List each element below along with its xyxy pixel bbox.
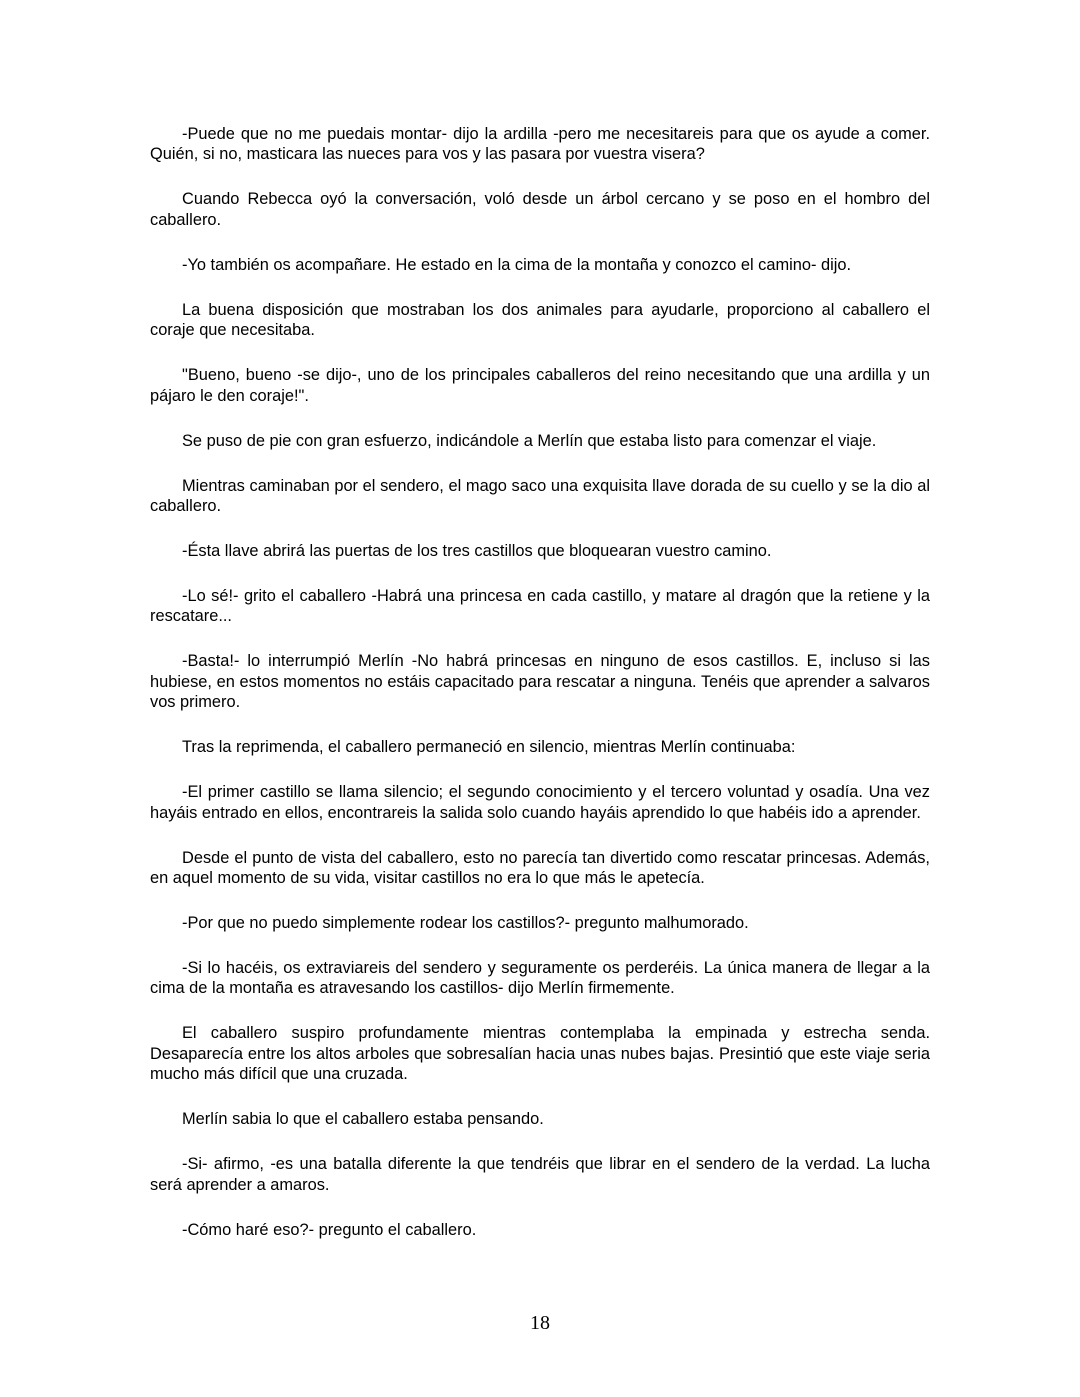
- paragraph: -Si lo hacéis, os extraviareis del sendero y seguramente os perderéis. La única manera de llegar a la cima de la montaña es atravesando los castillos- dijo Merlín firmemente.: [150, 959, 930, 998]
- paragraph: Cuando Rebecca oyó la conversación, voló desde un árbol cercano y se poso en el hombro del caballero.: [150, 190, 930, 229]
- paragraph: -Lo sé!- grito el caballero -Habrá una princesa en cada castillo, y matare al dragón que la retiene y la rescatare...: [150, 587, 930, 626]
- paragraph: -Cómo haré eso?- pregunto el caballero.: [182, 1220, 477, 1239]
- paragraph: Desde el punto de vista del caballero, esto no parecía tan divertido como rescatar princesas. Además, en aquel momento de su vida, visitar castillos no era lo que más le apetecía.: [150, 848, 930, 888]
- paragraph: La buena disposición que mostraban los dos animales para ayudarle, proporciono al caballero el coraje que necesitaba.: [150, 300, 930, 340]
- paragraph: -Puede que no me puedais montar- dijo la ardilla -pero me necesitareis para que os ayude a comer. Quién, si no, masticara las nueces para vos y las pasara por vuestra visera?: [150, 125, 930, 164]
- page-number: 18: [530, 1312, 550, 1334]
- paragraph: El caballero suspiro profundamente mientras contemplaba la empinada y estrecha senda. Desaparecía entre los altos arboles que sobresalían hacia unas nubes bajas. Presintió que este viaje seria mucho más difícil que una cruzada.: [150, 1024, 930, 1084]
- paragraph: -Si- afirmo, -es una batalla diferente la que tendréis que librar en el sendero de la verdad. La lucha será aprender a amaros.: [150, 1155, 930, 1194]
- paragraph: Merlín sabia lo que el caballero estaba pensando.: [182, 1110, 544, 1129]
- paragraph: "Bueno, bueno -se dijo-, uno de los principales caballeros del reino necesitando que una ardilla y un pájaro le den coraje!".: [150, 366, 930, 405]
- paragraph: -Por que no puedo simplemente rodear los castillos?- pregunto malhumorado.: [182, 914, 749, 933]
- paragraph: Se puso de pie con gran esfuerzo, indicándole a Merlín que estaba listo para comenzar el viaje.: [182, 431, 877, 450]
- paragraph: -Basta!- lo interrumpió Merlín -No habrá princesas en ninguno de esos castillos. E, incluso si las hubiese, en estos momentos no estáis capacitado para rescatar a ninguna. Tenéis que aprender a salvaros vos primero.: [150, 652, 930, 712]
- document-body: [150, 124, 930, 1265]
- paragraph: Mientras caminaban por el sendero, el mago saco una exquisita llave dorada de su cuello y se la dio al caballero.: [150, 476, 930, 516]
- paragraph: -El primer castillo se llama silencio; el segundo conocimiento y el tercero voluntad y osadía. Una vez hayáis entrado en ellos, encontrareis la salida solo cuando hayáis aprendido lo que habéis ido a aprender.: [150, 783, 930, 822]
- paragraph: Tras la reprimenda, el caballero permaneció en silencio, mientras Merlín continuaba:: [182, 738, 796, 757]
- paragraph: -Ésta llave abrirá las puertas de los tres castillos que bloquearan vuestro camino.: [182, 542, 772, 561]
- paragraph: -Yo también os acompañare. He estado en la cima de la montaña y conozco el camino- dijo.: [182, 255, 852, 274]
